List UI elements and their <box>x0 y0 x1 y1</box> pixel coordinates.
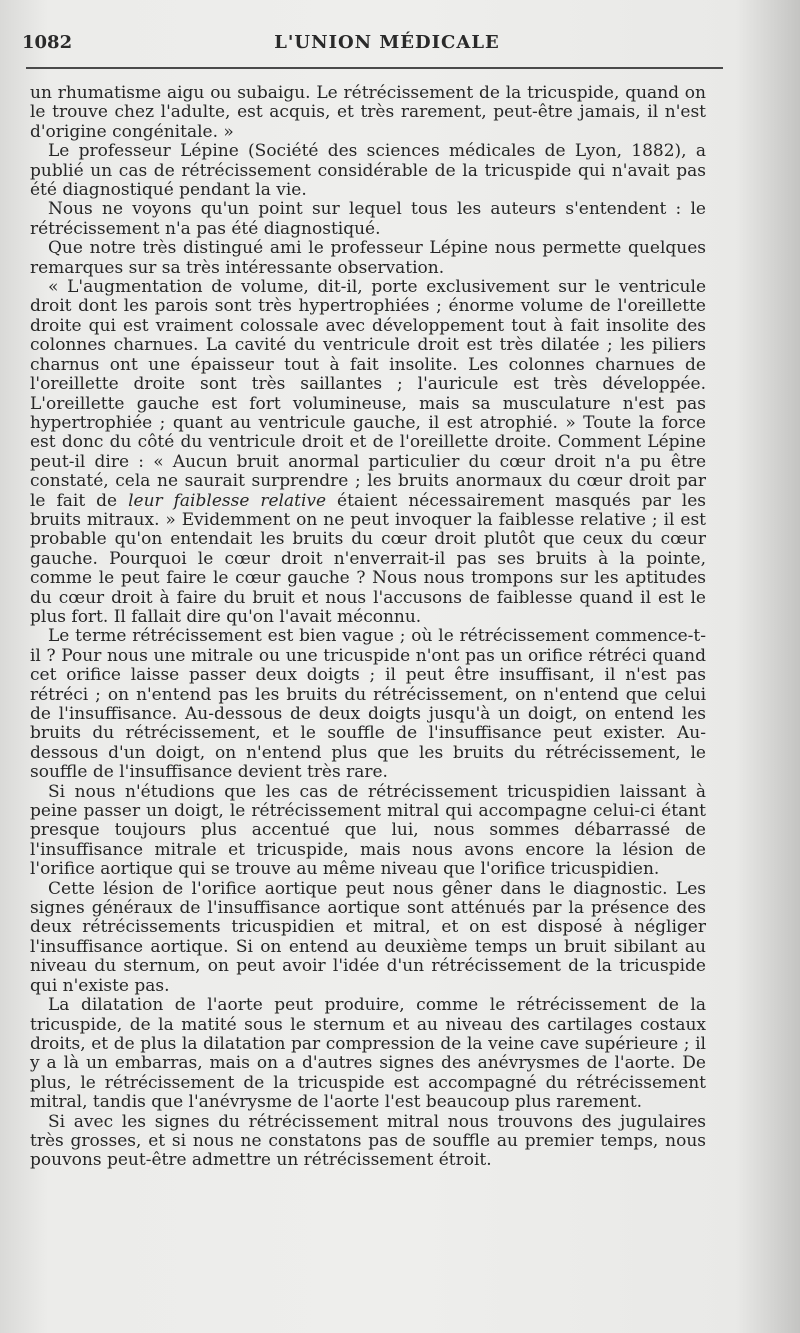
paragraph-retrecissement-terme: Le terme rétrécissement est bien vague ; où le rétrécissement commence-t-il ? Pour nous une mitrale ou une tricuspide n'ont pas un orifice rétréci quand cet orifice laisse passer deux doigts ; il peut être insuffisant, il n'est pas rétréci ; on n'entend pas les bruits du rétrécissement, on n'entend que celui de l'insuffisance. Au-dessous de deux doigts jusqu'à un doigt, on entend les bruits du rétrécissement, et le souffle de l'insuffisance peut exister. Au-dessous d'un doigt, on n'entend plus que les bruits du rétrécissement, le souffle de l'insuffisance devient très rare. <box>30 626 706 783</box>
page-header <box>22 24 722 64</box>
quote-text-before: « L'augmentation de volume, dit-il, porte exclusivement sur le ventricule droit dont les parois sont très hypertrophiées ; énorme volume de l'oreillette droite qui est vraiment colossale avec développement tout à fait insolite des colonnes charnues. La cavité du ventricule droit est très dilatée ; les piliers charnus ont une épaisseur tout à fait insolite. Les colonnes charnues de l'oreillette droite sont très saillantes ; l'auricule est très développée. L'oreillette gauche est fort volumineuse, mais sa musculature n'est pas hypertrophiée ; quant au ventricule gauche, il est atrophié. » Toute la force est donc du côté du ventricule droit et de l'oreillette droite. Comment Lépine peut-il dire : « Aucun bruit anormal particulier du cœur droit n'a pu être constaté, cela ne saurait surprendre ; les bruits anormaux du cœur droit par le fait de <box>30 277 706 511</box>
paragraph-tricuspidien-doigt: Si nous n'étudions que les cas de rétrécissement tricuspidien laissant à peine passer un doigt, le rétrécissement mitral qui accompagne celui-ci étant presque toujours plus accentué que lui, nous sommes débarrassé de l'insuffisance mitrale et tricuspide, mais nous avons encore la lésion de l'orifice aortique qui se trouve au même niveau que l'orifice tricuspidien. <box>30 781 706 880</box>
paragraph-remarks-intro: Que notre très distingué ami le professeur Lépine nous permette quelques remarques sur sa très intéressante observation. <box>30 238 706 278</box>
page-number: 1082 <box>22 32 73 53</box>
article-body <box>30 84 706 1171</box>
paragraph-jugulaires: Si avec les signes du rétrécissement mitral nous trouvons des jugulaires très grosses, et si nous ne constatons pas de souffle au premier temps, nous pouvons peut-être admettre un rétrécissement étroit. <box>30 1111 706 1171</box>
paragraph-authors-agree: Nous ne voyons qu'un point sur lequel tous les auteurs s'entendent : le rétrécissement n'a pas été diagnostiqué. <box>30 199 706 239</box>
quote-text-after: étaient nécessairement masqués par les bruits mitraux. » Evidemment on ne peut invoquer la faiblesse relative ; il est probable qu'on entendait les bruits du cœur droit plutôt que ceux du cœur gauche. Pourquoi le cœur droit n'enverrait-il pas ses bruits à la pointe, comme le peut faire le cœur gauche ? Nous nous trompons sur les aptitudes du cœur droit à faire du bruit et nous l'accusons de faiblesse quand il est le plus fort. Il fallait dire qu'on l'avait méconnu. <box>30 490 706 627</box>
running-title: L'UNION MÉDICALE <box>274 32 500 53</box>
paragraph-lepine-case: Le professeur Lépine (Société des sciences médicales de Lyon, 1882), a publié un cas de rétrécissement considérable de la tricuspide qui n'avait pas été diagnostiqué pendant la vie. <box>30 141 706 201</box>
italic-emphasis: leur faiblesse relative <box>128 490 327 511</box>
paragraph-lesion-aortique: Cette lésion de l'orifice aortique peut nous gêner dans le diagnostic. Les signes généraux de l'insuffisance aortique sont atténués par la présence des deux rétrécissements tricuspidien et mitral, et on est disposé à négliger l'insuffisance aortique. Si on entend au deuxième temps un bruit sibilant au niveau du sternum, on peut avoir l'idée d'un rétrécissement de la tricuspide qui n'existe pas. <box>30 878 706 996</box>
paragraph-dilatation-aorte: La dilatation de l'aorte peut produire, comme le rétrécissement de la tricuspide, de la matité sous le sternum et au niveau des cartilages costaux droits, et de plus la dilatation par compression de la veine cave supérieure ; il y a là un embarras, mais on a d'autres signes des anévrysmes de l'aorte. De plus, le rétrécissement de la tricuspide est accompagné du rétrécissement mitral, tandis que l'anévrysme de l'aorte l'est beaucoup plus rarement. <box>30 995 706 1113</box>
header-rule <box>26 67 723 69</box>
paragraph-lepine-quote <box>30 278 706 627</box>
paragraph-continuation: un rhumatisme aigu ou subaigu. Le rétrécissement de la tricuspide, quand on le trouve chez l'adulte, est acquis, et très rarement, peut-être jamais, il n'est d'origine congénitale. » <box>30 83 706 142</box>
